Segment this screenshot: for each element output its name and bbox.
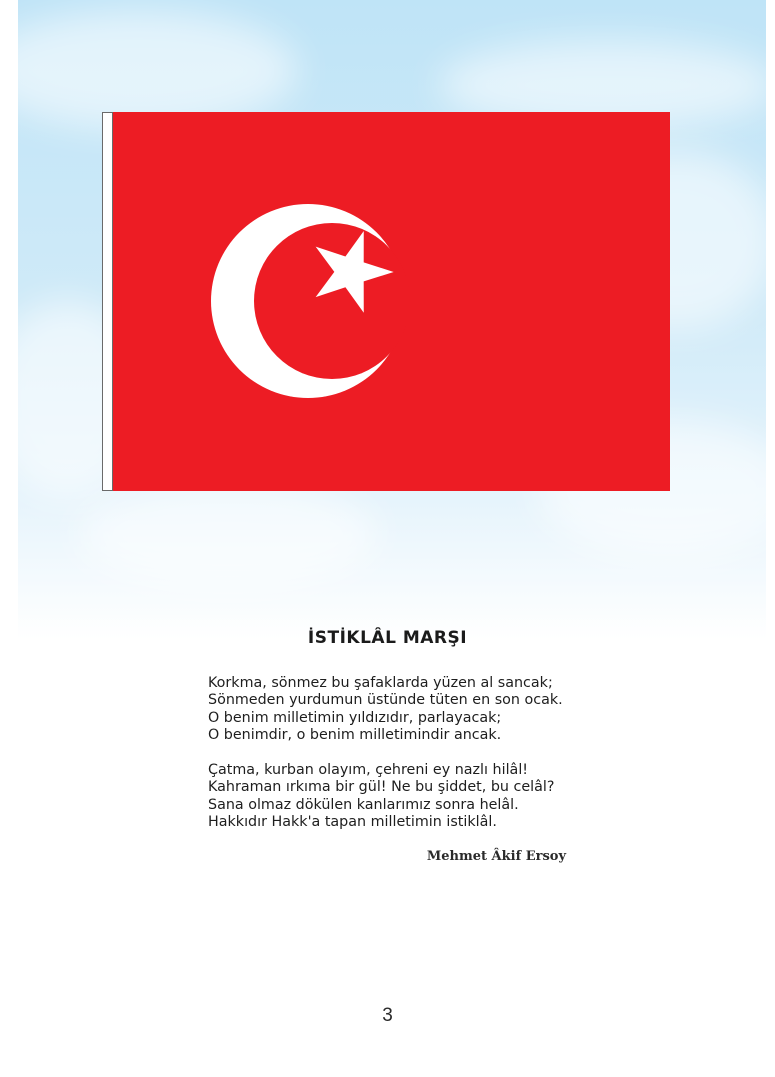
stanza-2 bbox=[208, 762, 608, 832]
poem-line: Kahraman ırkıma bir gül! Ne bu şiddet, bu celâl? bbox=[208, 779, 555, 796]
page-number: 3 bbox=[382, 1005, 393, 1026]
anthem-poem bbox=[208, 675, 608, 849]
flag-pole bbox=[102, 112, 113, 491]
poem-line: O benimdir, o benim milletimindir ancak. bbox=[208, 727, 502, 744]
poem-line: Korkma, sönmez bu şafaklarda yüzen al sancak; bbox=[208, 675, 553, 691]
poem-line: Sana olmaz dökülen kanlarımız sonra helâl. bbox=[208, 796, 519, 813]
crescent-inner bbox=[254, 223, 410, 379]
turkish-flag bbox=[102, 112, 670, 491]
anthem-title: İSTİKLÂL MARŞI bbox=[307, 628, 468, 648]
poem-line: Çatma, kurban olayım, çehreni ey nazlı hilâl! bbox=[208, 762, 529, 779]
poem-line: Hakkıdır Hakk'a tapan milletimin istiklâl. bbox=[208, 814, 497, 831]
flag-field bbox=[113, 112, 670, 491]
stanza-1 bbox=[208, 675, 608, 745]
poem-line: O benim milletimin yıldızıdır, parlayacak; bbox=[208, 709, 502, 726]
author-name: Mehmet Âkif Ersoy bbox=[426, 849, 566, 864]
poem-line: Sönmeden yurdumun üstünde tüten en son ocak. bbox=[208, 692, 563, 709]
